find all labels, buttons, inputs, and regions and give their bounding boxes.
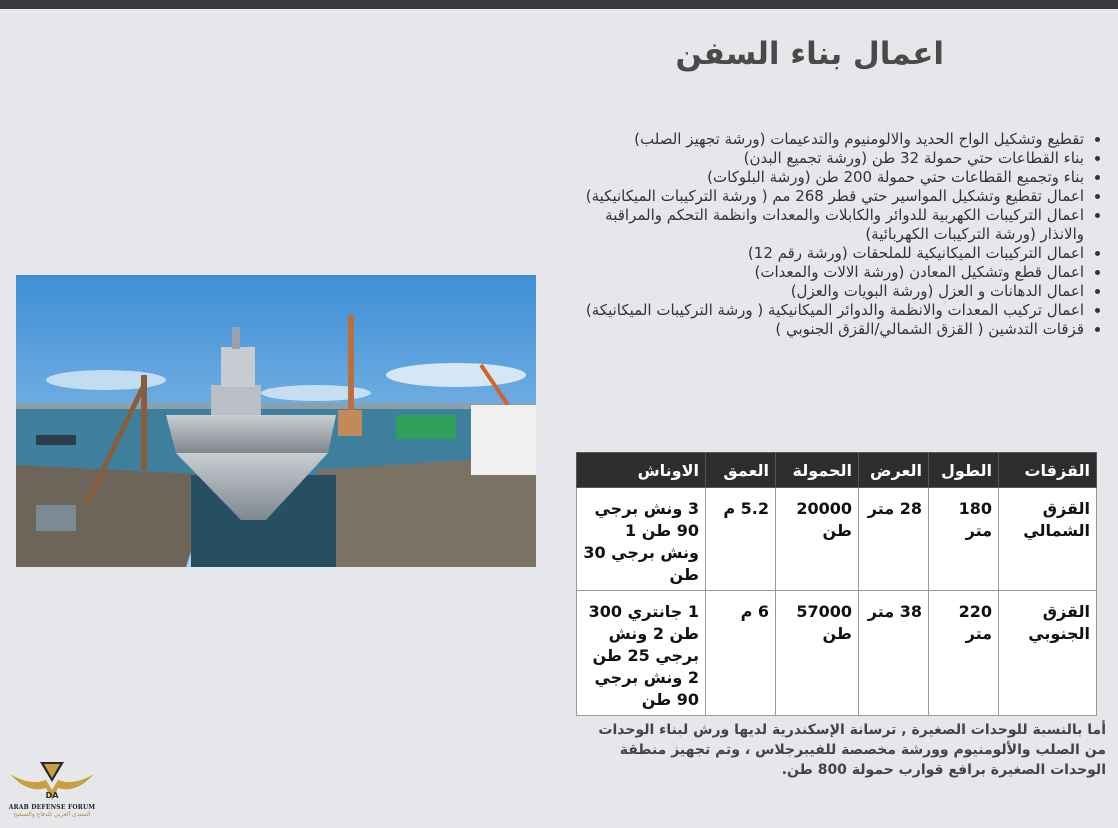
table-cell: 1 جانتري 300 طن 2 ونش برجي 25 طن 2 ونش برجي 90 طن (577, 591, 706, 716)
column-header: القزقات (999, 453, 1097, 488)
bullet-item: • قزقات التدشين ( القزق الشمالي/القزق الجنوبي ) (564, 320, 1084, 339)
table-cell: 180 متر (929, 488, 999, 591)
forum-logo (6, 756, 98, 826)
column-header: العرض (859, 453, 929, 488)
table-cell: 220 متر (929, 591, 999, 716)
table-cell: 20000 طن (776, 488, 859, 591)
column-header: الحمولة (776, 453, 859, 488)
table-cell: 6 م (706, 591, 776, 716)
bullet-item: • اعمال التركيبات الكهربية للدوائر والكابلات والمعدات وانظمة التحكم والمراقبة والانذار (ورشة التركيبات الكهربائية) (564, 206, 1084, 244)
logo-name-en: ARAB DEFENSE FORUM (8, 804, 96, 811)
column-header: العمق (706, 453, 776, 488)
bullet-item: • اعمال تقطيع وتشكيل المواسير حتي قطر 268 مم ( ورشة التركيبات الميكانيكية) (564, 187, 1084, 206)
bullet-item: • اعمال التركيبات الميكانيكية للملحقات (ورشة رقم 12) (564, 244, 1084, 263)
small-units-note: أما بالنسبة للوحدات الصغيرة , ترسانة الإسكندرية لديها ورش لبناء الوحدات من الصلب والألومنيوم وورشة مخصصة للفيبرجلاس ، وتم تجهيز منطقة الوحدات الصغيرة برافع قوارب حمولة 800 طن. (598, 722, 1106, 778)
bullet-item: • تقطيع وتشكيل الواح الحديد والالومنيوم والتدعيمات (ورشة تجهيز الصلب) (564, 130, 1084, 149)
table-row (577, 591, 1097, 716)
logo-name-ar: المنتدى العربي للدفاع والتسليح (13, 811, 91, 818)
table-cell: القزق الجنوبي (999, 591, 1097, 716)
svg-text:DA: DA (45, 791, 59, 800)
top-bar (0, 0, 1118, 9)
table-row (577, 488, 1097, 591)
slide-title: اعمال بناء السفن (675, 36, 944, 72)
eagle-emblem-icon (6, 756, 98, 802)
shipyard-photo (16, 275, 536, 567)
table-cell: 3 ونش برجي 90 طن 1 ونش برجي 30 طن (577, 488, 706, 591)
bullet-item: • اعمال قطع وتشكيل المعادن (ورشة الالات والمعدات) (564, 263, 1084, 282)
table-cell: 28 متر (859, 488, 929, 591)
bullet-item: • اعمال الدهانات و العزل (ورشة البويات والعزل) (564, 282, 1084, 301)
bullet-item: • بناء القطاعات حتي حمولة 32 طن (ورشة تجميع البدن) (564, 149, 1084, 168)
table-cell: القزق الشمالي (999, 488, 1097, 591)
docks-table (576, 452, 1097, 716)
table-header-row (577, 453, 1097, 488)
table-cell: 57000 طن (776, 591, 859, 716)
bullet-item: • اعمال تركيب المعدات والانظمة والدوائر الميكانيكية ( ورشة التركيبات الميكانيكة) (564, 301, 1084, 320)
column-header: الاوناش (577, 453, 706, 488)
bullet-list (564, 130, 1108, 339)
table-cell: 38 متر (859, 591, 929, 716)
table-cell: 5.2 م (706, 488, 776, 591)
column-header: الطول (929, 453, 999, 488)
bullet-item: • بناء وتجميع القطاعات حتي حمولة 200 طن (ورشة البلوكات) (564, 168, 1084, 187)
